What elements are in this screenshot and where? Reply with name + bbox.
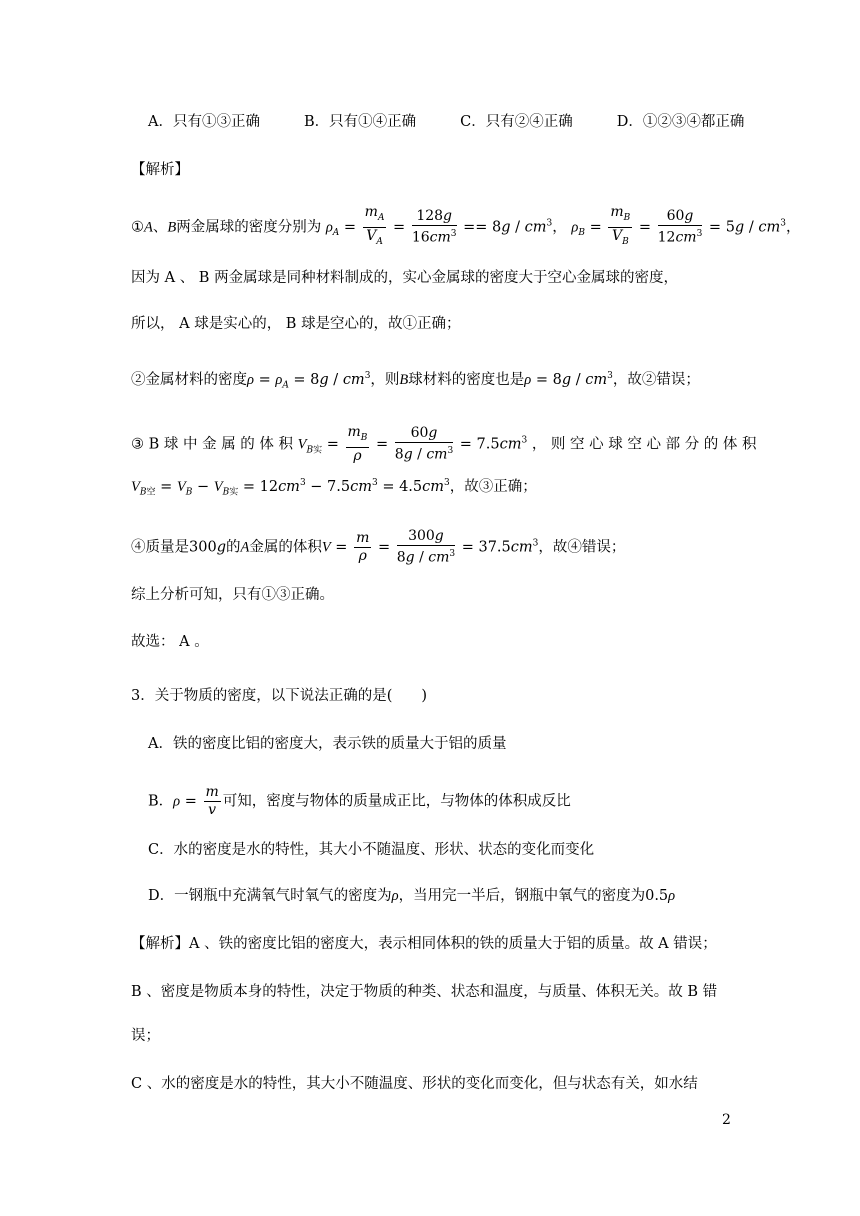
- analysis-label: 【解析】: [131, 162, 189, 178]
- analysis-line-2: 因为 A 、 B 两金属球是同种材料制成的，实心金属球的密度大于空心金属球的密度，: [131, 270, 679, 286]
- analysis-line-8: 综上分析可知，只有①③正确。: [131, 587, 334, 603]
- analysis-line-7: ④质量是300g的A金属的体积V = $\frac{m}{\rho}$ = $\frac{300g}{8g / cm^3}$ = $37.5cm^3$，故④错误；: [131, 528, 626, 566]
- analysis-line-9: 故选： A 。: [131, 634, 209, 650]
- q3-option-b: B．ρ = $\frac{m}{v}$ 可知，密度与物体的质量成正比，与物体的体积成反比: [148, 784, 571, 818]
- analysis-line-4: ②金属材料的密度$\rho = \rho_A = 8g / cm^3$，则B球材料的密度也是$\rho = 8g / cm^3$，故②错误；: [131, 371, 700, 391]
- option-c: C．只有②④正确: [460, 114, 573, 130]
- page-number: 2: [722, 1112, 731, 1128]
- q3-analysis-a: 【解析】A 、铁的密度比铝的密度大，表示相同体积的铁的质量大于铝的质量。故 A 错误；: [131, 936, 717, 952]
- q3-analysis-c: C 、水的密度是水的特性，其大小不随温度、形状的变化而变化，但与状态有关，如水结: [131, 1076, 698, 1092]
- q3-option-d: D．一钢瓶中充满氧气时氧气的密度为ρ，当用完一半后，钢瓶中氧气的密度为0.5ρ: [148, 888, 676, 904]
- analysis-line-3: 所以， A 球是实心的， B 球是空心的，故①正确；: [131, 316, 461, 332]
- q3-analysis-b1: B 、密度是物质本身的特性，决定于物质的种类、状态和温度，与质量、体积无关。故 B 错: [131, 984, 718, 1000]
- q3-analysis-b2: 误；: [131, 1028, 160, 1044]
- q3-option-c: C．水的密度是水的特性，其大小不随温度、形状、状态的变化而变化: [148, 842, 595, 858]
- analysis-line-6: $V_{B空} = V_B - V_{B实} = 12cm^3 - 7.5cm^3 = 4.5cm^3$，故③正确；: [131, 478, 537, 498]
- option-d: D．①②③④都正确: [616, 114, 745, 130]
- question-3-stem: 3．关于物质的密度，以下说法正确的是( ): [131, 688, 428, 704]
- option-b: B．只有①④正确: [303, 114, 417, 130]
- analysis-line-1: ①A、B两金属球的密度分别为 $\rho_A$ = $\frac{m_A}{V_A}$ = $\frac{128g}{16cm^3}$ == $8g / cm^3$， $\rho_B$ = $\frac{m_B}{V_B}$ = $\frac{60g}{12cm^3}$ = $5g / cm^3$，: [131, 204, 801, 247]
- option-a: A．只有①③正确: [148, 114, 260, 130]
- q3-option-a: A．铁的密度比铝的密度大，表示铁的质量大于铝的质量: [148, 736, 507, 752]
- analysis-line-5: ③ B 球 中 金 属 的 体 积 $V_{B实}$ = $\frac{m_B}{\rho}$ = $\frac{60g}{8g / cm^3}$ = $7.5cm^3$ ， 则 空 心 球 空 心 部 分 的 体 积: [131, 424, 757, 464]
- q2-options: [148, 112, 744, 132]
